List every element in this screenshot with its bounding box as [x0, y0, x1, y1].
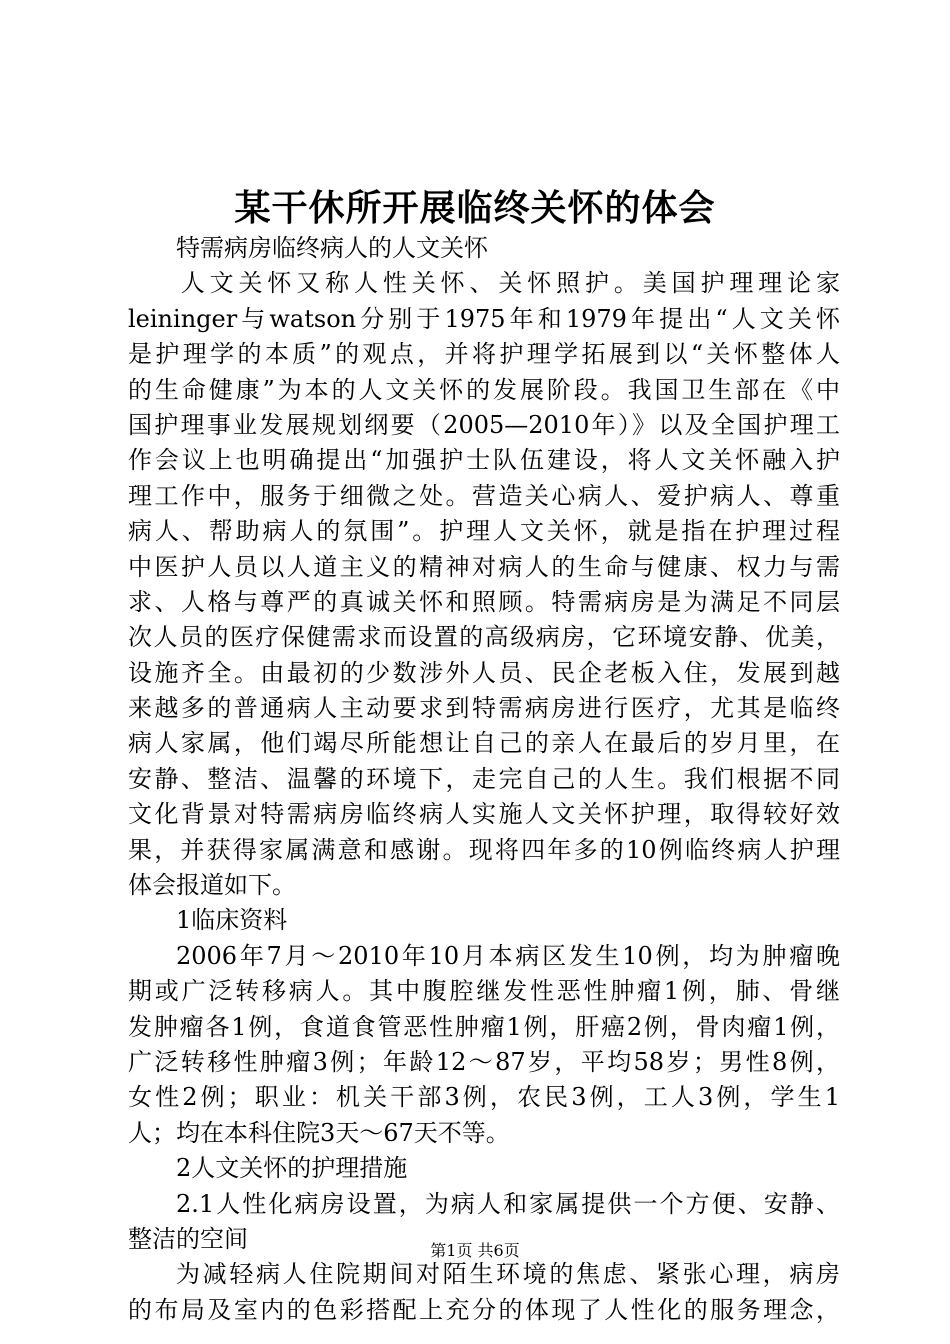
- text-line: 设施齐全。由最初的少数涉外人员、民企老板入住，发展到越: [128, 658, 840, 687]
- text-line: 文化背景对特需病房临终病人实施人文关怀护理，取得较好效: [128, 800, 840, 829]
- text-line: 1临床资料: [176, 906, 288, 935]
- text-line: 为减轻病人住院期间对陌生环境的焦虑、紧张心理，病房: [176, 1260, 840, 1289]
- text-line: 2006年7月～2010年10月本病区发生10例，均为肿瘤晚: [176, 941, 840, 970]
- text-line: 果，并获得家属满意和感谢。现将四年多的10例临终病人护理: [128, 835, 840, 864]
- text-line: 病人、帮助病人的氛围”。护理人文关怀，就是指在护理过程: [128, 517, 840, 546]
- document-body: [128, 231, 840, 1328]
- page-footer: 第1页 共6页: [430, 1241, 520, 1260]
- text-line: 作会议上也明确提出“加强护士队伍建设，将人文关怀融入护: [128, 446, 840, 475]
- text-line: 广泛转移性肿瘤3例；年龄12～87岁，平均58岁；男性8例，: [128, 1047, 840, 1076]
- document-title: 某干休所开展临终关怀的体会: [234, 187, 716, 229]
- text-line: 是护理学的本质”的观点，并将护理学拓展到以“关怀整体人: [128, 340, 840, 369]
- text-line: 特需病房临终病人的人文关怀: [176, 234, 488, 262]
- text-line: 人文关怀又称人性关怀、关怀照护。美国护理理论家: [180, 269, 840, 298]
- text-line: 求、人格与尊严的真诚关怀和照顾。特需病房是为满足不同层: [128, 587, 840, 616]
- text-line: 体会报道如下。: [128, 871, 296, 900]
- text-line: 来越多的普通病人主动要求到特需病房进行医疗，尤其是临终: [128, 694, 840, 723]
- text-line: 中医护人员以人道主义的精神对病人的生命与健康、权力与需: [128, 552, 840, 581]
- text-line: 安静、整洁、温馨的环境下，走完自己的人生。我们根据不同: [128, 764, 840, 793]
- text-line: 的布局及室内的色彩搭配上充分的体现了人性化的服务理念，: [128, 1295, 840, 1324]
- text-line: 2人文关怀的护理措施: [176, 1154, 408, 1183]
- text-line: 2.1人性化病房设置，为病人和家属提供一个方便、安静、: [176, 1189, 840, 1218]
- text-line: 的生命健康”为本的人文关怀的发展阶段。我国卫生部在《中: [128, 375, 840, 404]
- text-line: 女性2例；职业：机关干部3例，农民3例，工人3例，学生1: [128, 1083, 840, 1112]
- text-line: 国护理事业发展规划纲要（2005—2010年）》以及全国护理工: [128, 410, 840, 439]
- text-line: 病人家属，他们竭尽所能想让自己的亲人在最后的岁月里，在: [128, 729, 840, 758]
- text-line: 理工作中，服务于细微之处。营造关心病人、爱护病人、尊重: [128, 481, 840, 510]
- text-line: 整洁的空间: [128, 1224, 248, 1253]
- text-line: 发肿瘤各1例，食道食管恶性肿瘤1例，肝癌2例，骨肉瘤1例，: [128, 1012, 840, 1041]
- text-line: 次人员的医疗保健需求而设置的高级病房，它环境安静、优美，: [128, 623, 840, 652]
- text-line: 人；均在本科住院3天～67天不等。: [128, 1118, 510, 1147]
- text-line: 期或广泛转移病人。其中腹腔继发性恶性肿瘤1例，肺、骨继: [128, 977, 840, 1006]
- text-line: leininger与watson分别于1975年和1979年提出“人文关怀: [128, 304, 840, 333]
